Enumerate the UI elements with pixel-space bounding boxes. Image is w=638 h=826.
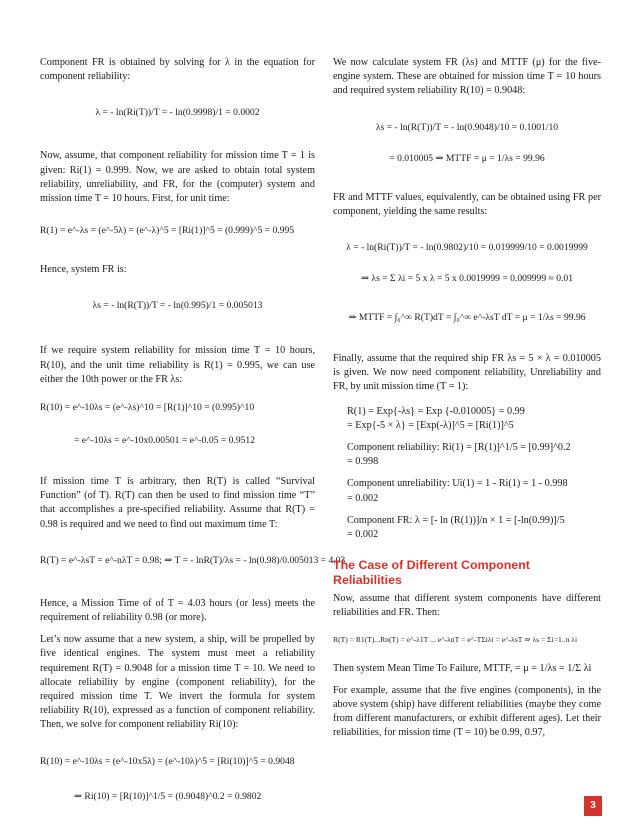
result-line: = 0.002 xyxy=(347,492,379,504)
equation: ⇒ Ri(10) = [R(10)]^1/5 = (0.9048)^0.2 = 0.9802 xyxy=(74,790,262,802)
paragraph: Component FR is obtained by solving for λ in the equation for component reliability: xyxy=(40,57,315,83)
equation: ⇒ MTTF = ∫₀^∞ R(T)dT = ∫₀^∞ e^-λsT dT = μ = 1/λs = 99.96 xyxy=(348,312,586,324)
paragraph: If we require system reliability for mission time T = 10 hours, R(10), and the unit time reliability is R(1) = 0.995, we can use either the 10th power or the FR λs: xyxy=(40,345,315,385)
page-number: 3 xyxy=(584,796,602,816)
equation: λ = - ln(Ri(T))/T = - ln(0.9998)/1 = 0.0002 xyxy=(95,107,260,119)
equation: R(T) = e^-λsT = e^-nλT = 0.98; ⇒ T = - lnR(T)/λs = - ln(0.98)/0.005013 = 4.03 xyxy=(40,554,346,566)
paragraph: Hence, a Mission Time of of T = 4.03 hours (or less) meets the requirement of reliability 0.98 (or more). xyxy=(40,597,315,624)
equation: = 0.010005 ⇒ MTTF = μ = 1/λs = 99.96 xyxy=(389,152,545,164)
equation: = e^-10λs = e^-10x0.00501 = e^-0.05 = 0.9512 xyxy=(74,435,256,447)
result-line: Component FR: λ = [- ln (R(1))]/n × 1 = [-ln(0.99)]/5 xyxy=(347,514,565,526)
equation: λ = - ln(Ri(T))/T = - ln(0.9802)/10 = 0.019999/10 = 0.0019999 xyxy=(346,242,588,254)
equation: ⇒ λs = Σ λi = 5 x λ = 5 x 0.0019999 = 0.009999 ≈ 0.01 xyxy=(361,273,573,285)
paragraph: We now calculate system FR (λs) and MTTF (μ) for the five-engine system. These are obtained for mission time T = 10 hours and required system reliability R(10) = 0.9048: xyxy=(333,57,601,97)
equation: λs = - ln(R(T))/T = - ln(0.9048)/10 = 0.1001/10 xyxy=(375,121,559,133)
paragraph: Then system Mean Time To Failure, MTTF, = μ = 1/λs = 1/Σ λi xyxy=(333,662,592,674)
right-column xyxy=(333,56,601,741)
equation: R(1) = e^-λs = (e^-5λ) = (e^-λ)^5 = [Ri(1)]^5 = (0.999)^5 = 0.995 xyxy=(40,225,295,237)
result-line: Component reliability: Ri(1) = [R(1)]^1/5 = [0.99]^0.2 xyxy=(347,442,571,454)
paragraph: Hence, system FR is: xyxy=(40,264,127,276)
paragraph: Let’s now assume that a new system, a ship, will be propelled by five identical engines. The system must meet a reliability requirement R(T) = 0.9048 for a mission time T = 10. We need to allocate reliability by engine (component reliability), for the required mission time T. We invert the formula for system reliability R(10), expressed as a function of component reliability. Then, we solve for component reliability Ri(10): xyxy=(40,634,315,731)
equation: λs = - ln(R(T))/T = - ln(0.995)/1 = 0.005013 xyxy=(92,300,263,312)
equation: R(T) = R1(T)...Rn(T) = e^-λ1T ... e^-λnT = e^-TΣiλi = e^-λsT ⇒ λs = Σi=1..n λi xyxy=(333,634,578,644)
paragraph: Finally, assume that the required ship FR λs = 5 × λ = 0.010005 is given. We now need component reliability, Unreliability and FR, by unit mission time (T = 1): xyxy=(333,353,601,393)
section-heading: The Case of Different Component Reliabilities xyxy=(333,558,530,588)
equation: R(10) = e^-10λs = (e^-λs)^10 = [R(1)]^10 = (0.995)^10 xyxy=(40,402,255,414)
paragraph: Now, assume, that component reliability for mission time T = 1 is given: Ri(1) = 0.999. Now, we are asked to obtain total system reliability, unreliability, and FR, for the (computer) system and mission time T = 10 hours. First, for unit time: xyxy=(40,150,315,205)
paragraph: FR and MTTF values, equivalently, can be obtained using FR per component, yielding the same results: xyxy=(333,191,601,217)
equation: R(10) = e^-10λs = (e^-10x5λ) = (e^-10λ)^5 = [Ri(10)]^5 = 0.9048 xyxy=(40,755,295,767)
left-column xyxy=(40,56,346,803)
paragraph: If mission time T is arbitrary, then R(T) is called “Survival Function” (of T). R(T) can then be used to find mission time “T” that accomplishes a pre-specified reliability. Assume that R(T) = 0.98 is required and we need to find out maximum time T: xyxy=(40,476,315,530)
paragraph: Now, assume that different system components have different reliabilities and FR. Then: xyxy=(333,593,601,619)
result-line: Component unreliability: Ui(1) = 1 - Ri(1) = 1 - 0.998 xyxy=(347,478,568,490)
result-line: = 0.002 xyxy=(347,529,379,541)
result-line: = Exp{-5 × λ} = [Exp(-λ)]^5 = [Ri(1)]^5 xyxy=(347,419,514,431)
component-values-block xyxy=(347,405,601,543)
result-line: = 0.998 xyxy=(347,456,379,468)
paragraph: For example, assume that the five engines (components), in the above system (ship) have different reliabilities (maybe they come from different manufacturers, or exhibit different ages). Let their reliabilities, for mission time (T = 10) be 0.99, 0.97, xyxy=(333,684,601,739)
result-line: R(1) = Exp{-λs} = Exp {-0.010005} = 0.99 xyxy=(347,405,525,417)
